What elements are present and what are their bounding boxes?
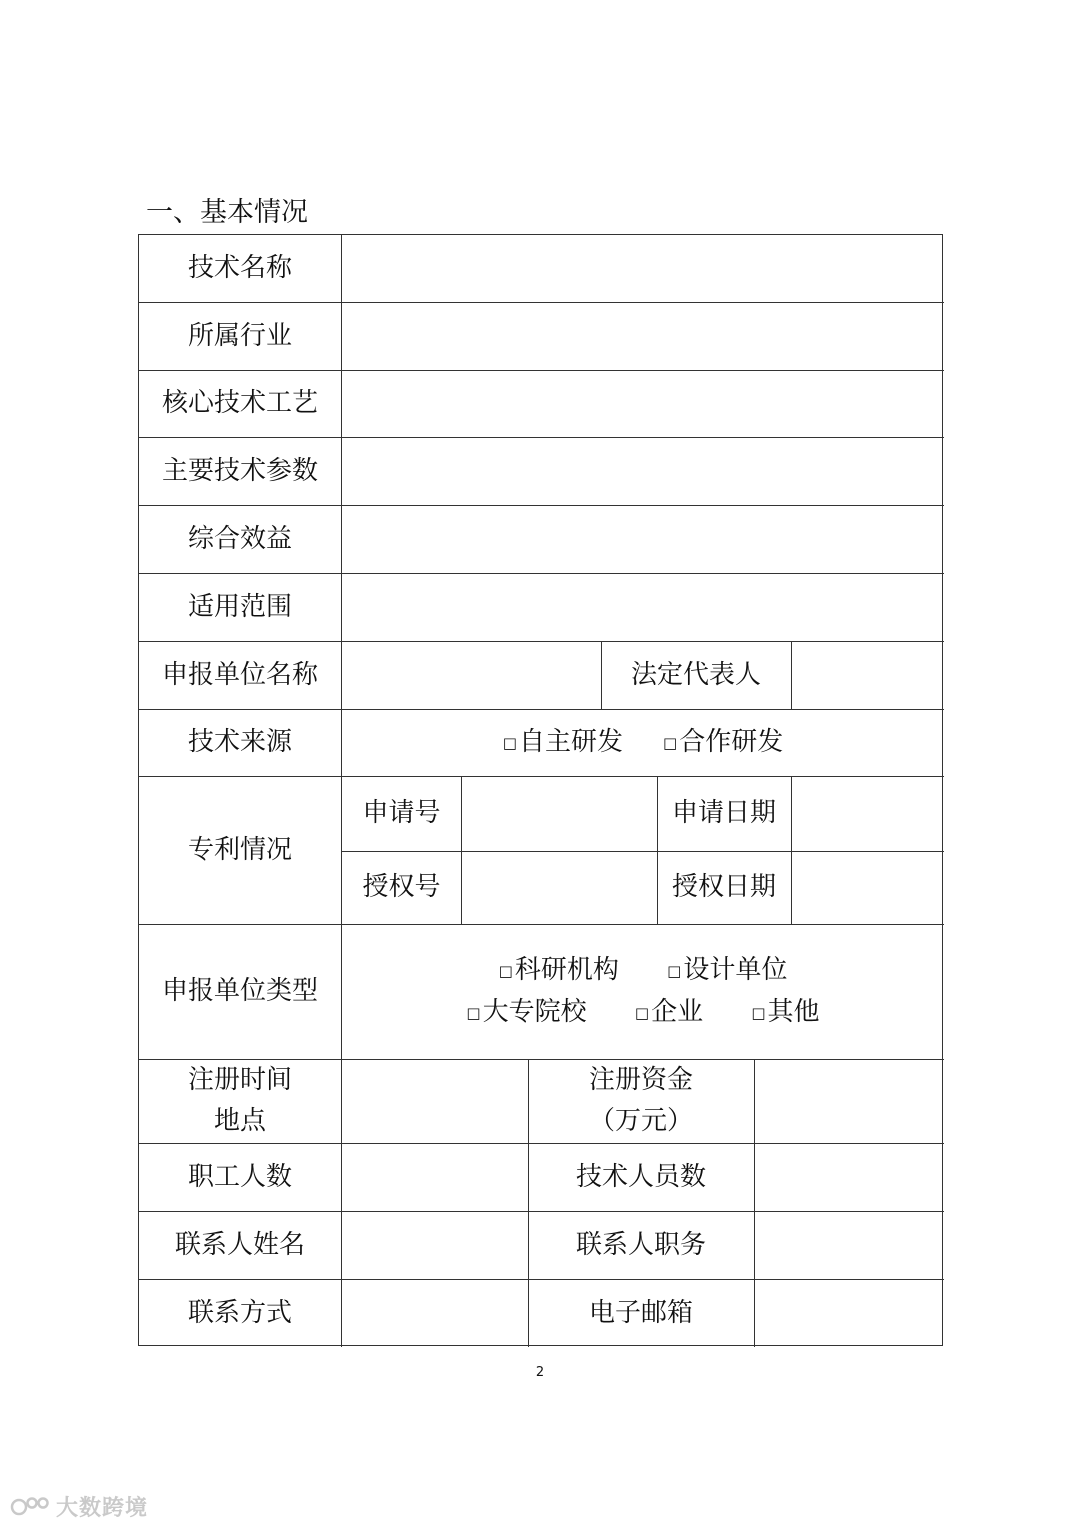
application-no-field[interactable] — [462, 776, 657, 851]
application-date-field[interactable] — [792, 776, 944, 851]
checkbox[interactable]: □ — [751, 1003, 766, 1022]
benefits-field[interactable] — [342, 505, 944, 573]
grant-no-field[interactable] — [462, 851, 657, 924]
page-number: 2 — [535, 1365, 545, 1380]
reg-time-place-field[interactable] — [342, 1059, 528, 1143]
contact-title-field[interactable] — [755, 1211, 944, 1279]
watermark-logo-icon — [10, 1494, 52, 1520]
industry-field[interactable] — [342, 302, 944, 370]
label-applicant-type: 申报单位类型 — [161, 976, 318, 1006]
label-patent: 专利情况 — [187, 834, 292, 865]
contact-name-field[interactable] — [342, 1211, 528, 1279]
applicant-type-row — [446, 992, 839, 1034]
basic-info-form — [138, 234, 943, 1346]
option-research-institute[interactable]: □科研机构 — [498, 954, 619, 985]
label-email: 电子邮箱 — [588, 1297, 693, 1328]
label-application-date: 申请日期 — [671, 798, 776, 828]
grant-date-field[interactable] — [792, 851, 944, 924]
label-main-params: 主要技术参数 — [161, 455, 318, 486]
label-industry: 所属行业 — [187, 320, 292, 351]
label-core-process: 核心技术工艺 — [161, 388, 318, 418]
label-staff-count: 职工人数 — [187, 1161, 292, 1192]
option-design-unit[interactable]: □设计单位 — [667, 954, 788, 985]
label-application-no: 申请号 — [362, 798, 441, 828]
legal-rep-field[interactable] — [792, 641, 944, 709]
option-college[interactable]: □大专院校 — [466, 996, 587, 1027]
applicant-type-row — [479, 950, 808, 992]
checkbox[interactable]: □ — [663, 733, 678, 752]
option-other[interactable]: □其他 — [751, 996, 820, 1027]
checkbox[interactable]: □ — [498, 961, 513, 980]
contact-method-field[interactable] — [342, 1279, 528, 1347]
label-contact-title: 联系人职务 — [575, 1229, 706, 1260]
label-reg-capital: 注册资金 （万元） — [588, 1065, 693, 1136]
section-title: 一、基本情况 — [146, 197, 308, 228]
label-grant-no: 授权号 — [362, 872, 441, 902]
tech-name-field[interactable] — [342, 235, 944, 302]
label-contact-name: 联系人姓名 — [174, 1229, 305, 1260]
main-params-field[interactable] — [342, 437, 944, 505]
label-reg-time-place: 注册时间 地点 — [187, 1065, 292, 1136]
email-field[interactable] — [755, 1279, 944, 1347]
reg-capital-field[interactable] — [755, 1059, 944, 1143]
tech-source-options — [342, 709, 944, 776]
applicant-type-options — [342, 924, 944, 1059]
checkbox[interactable]: □ — [502, 733, 517, 752]
label-benefits: 综合效益 — [187, 523, 292, 554]
label-grant-date: 授权日期 — [671, 872, 776, 902]
label-tech-source: 技术来源 — [187, 727, 292, 757]
option-joint-developed[interactable]: □合作研发 — [663, 726, 784, 757]
staff-count-field[interactable] — [342, 1143, 528, 1211]
label-tech-staff-count: 技术人员数 — [575, 1161, 706, 1192]
checkbox[interactable]: □ — [667, 961, 682, 980]
watermark: 大数跨境 — [10, 1491, 148, 1522]
scope-field[interactable] — [342, 573, 944, 641]
core-process-field[interactable] — [342, 370, 944, 437]
checkbox[interactable]: □ — [466, 1003, 481, 1022]
label-legal-rep: 法定代表人 — [630, 659, 761, 690]
tech-staff-count-field[interactable] — [755, 1143, 944, 1211]
option-self-developed[interactable]: □自主研发 — [502, 726, 623, 757]
checkbox[interactable]: □ — [634, 1003, 650, 1022]
label-tech-name: 技术名称 — [187, 253, 292, 283]
label-scope: 适用范围 — [187, 591, 292, 622]
label-contact-method: 联系方式 — [187, 1297, 292, 1328]
option-enterprise[interactable]: □企业 — [634, 996, 704, 1027]
label-applicant-name: 申报单位名称 — [161, 659, 318, 690]
applicant-name-field[interactable] — [342, 641, 601, 709]
